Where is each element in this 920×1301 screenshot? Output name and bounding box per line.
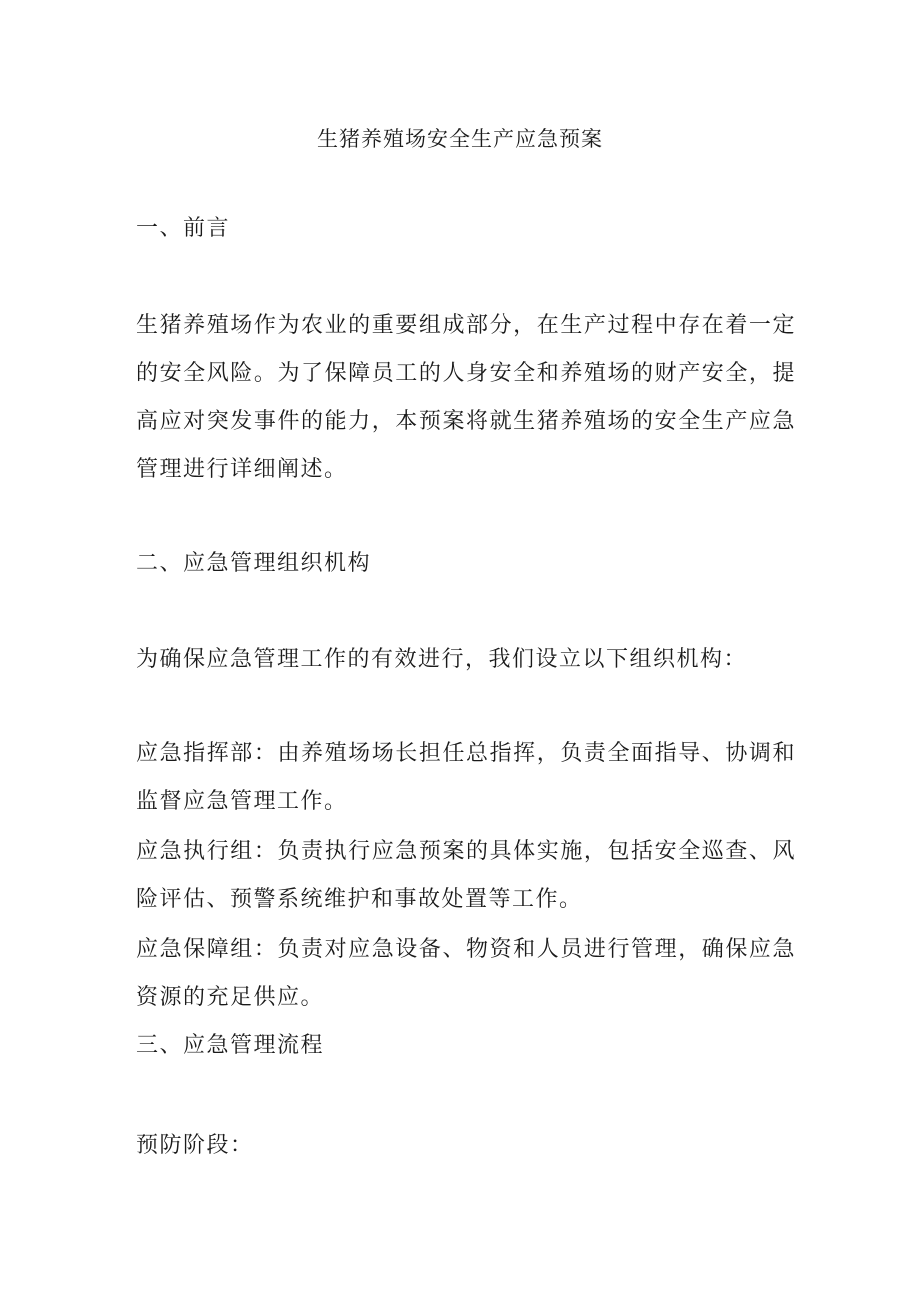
section-heading-process: 三、应急管理流程 — [136, 1033, 325, 1058]
paragraph-prevention-stage: 预防阶段： — [136, 1133, 254, 1158]
paragraph-organization-intro: 为确保应急管理工作的有效进行，我们设立以下组织机构： — [136, 647, 748, 672]
section-heading-preface: 一、前言 — [136, 216, 231, 241]
paragraph-command-center: 应急指挥部：由养殖场场长担任总指挥，负责全面指导、协调和监督应急管理工作。 — [136, 741, 796, 814]
section-heading-organization: 二、应急管理组织机构 — [136, 551, 372, 576]
paragraph-execution-group: 应急执行组：负责执行应急预案的具体实施，包括安全巡查、风险评估、预警系统维护和事故处置等工作。 — [136, 839, 796, 912]
paragraph-preface: 生猪养殖场作为农业的重要组成部分，在生产过程中存在着一定的安全风险。为了保障员工的人身安全和养殖场的财产安全，提高应对突发事件的能力，本预案将就生猪养殖场的安全生产应急管理进行详细阐述。 — [136, 313, 796, 482]
paragraph-support-group: 应急保障组：负责对应急设备、物资和人员进行管理，确保应急资源的充足供应。 — [136, 937, 796, 1010]
document-title: 生猪养殖场安全生产应急预案 — [317, 127, 603, 151]
